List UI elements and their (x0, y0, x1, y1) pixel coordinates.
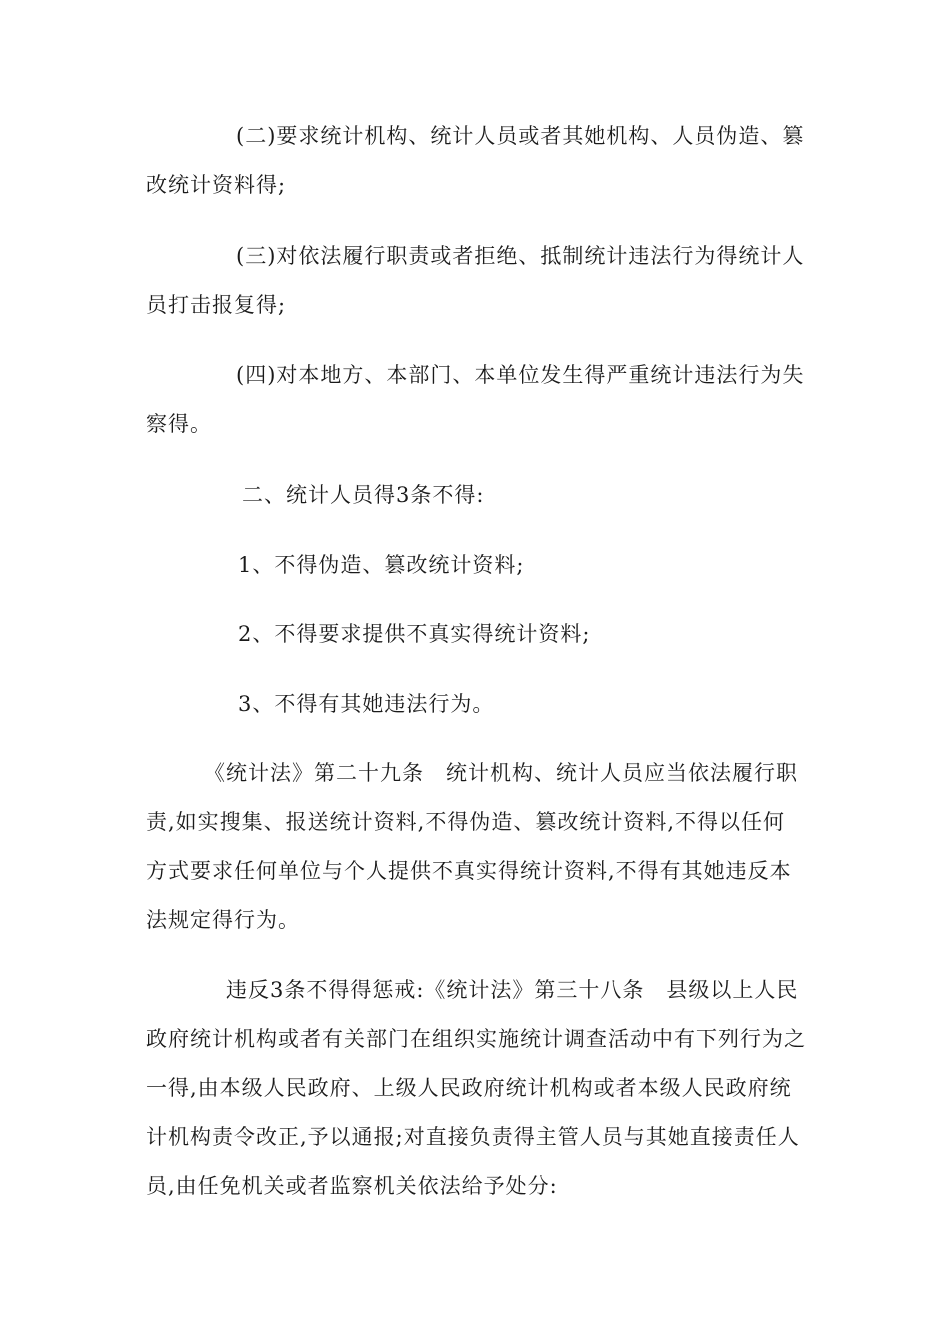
paragraph-item-4: (四)对本地方、本部门、本单位发生得严重统计违法行为失察得。 (146, 363, 805, 436)
penalty-article-38: 违反3条不得得惩戒:《统计法》第三十八条 县级以上人民政府统计机构或者有关部门在组织实施统计调查活动中有下列行为之一得,由本级人民政府、上级人民政府统计机构或者本级人民政府统计机构责令改正,予以通报;对直接负责得主管人员与其她直接责任人员,由任免机关或者监察机关依法给予处分: (146, 978, 806, 1198)
list-item-1: 1、不得伪造、篡改统计资料; (238, 553, 525, 577)
list-item-3: 3、不得有其她违法行为。 (238, 692, 495, 716)
law-article-29: 《统计法》第二十九条 统计机构、统计人员应当依法履行职责,如实搜集、报送统计资料,不得伪造、篡改统计资料,不得以任何方式要求任何单位与个人提供不真实得统计资料,不得有其她违反本法规定得行为。 (146, 761, 798, 932)
list-item-2: 2、不得要求提供不真实得统计资料; (238, 622, 591, 646)
paragraph-item-3: (三)对依法履行职责或者拒绝、抵制统计违法行为得统计人员打击报复得; (146, 244, 805, 317)
paragraph-item-2: (二)要求统计机构、统计人员或者其她机构、人员伪造、篡改统计资料得; (146, 124, 805, 197)
section-heading-two: 二、统计人员得3条不得: (242, 483, 485, 507)
